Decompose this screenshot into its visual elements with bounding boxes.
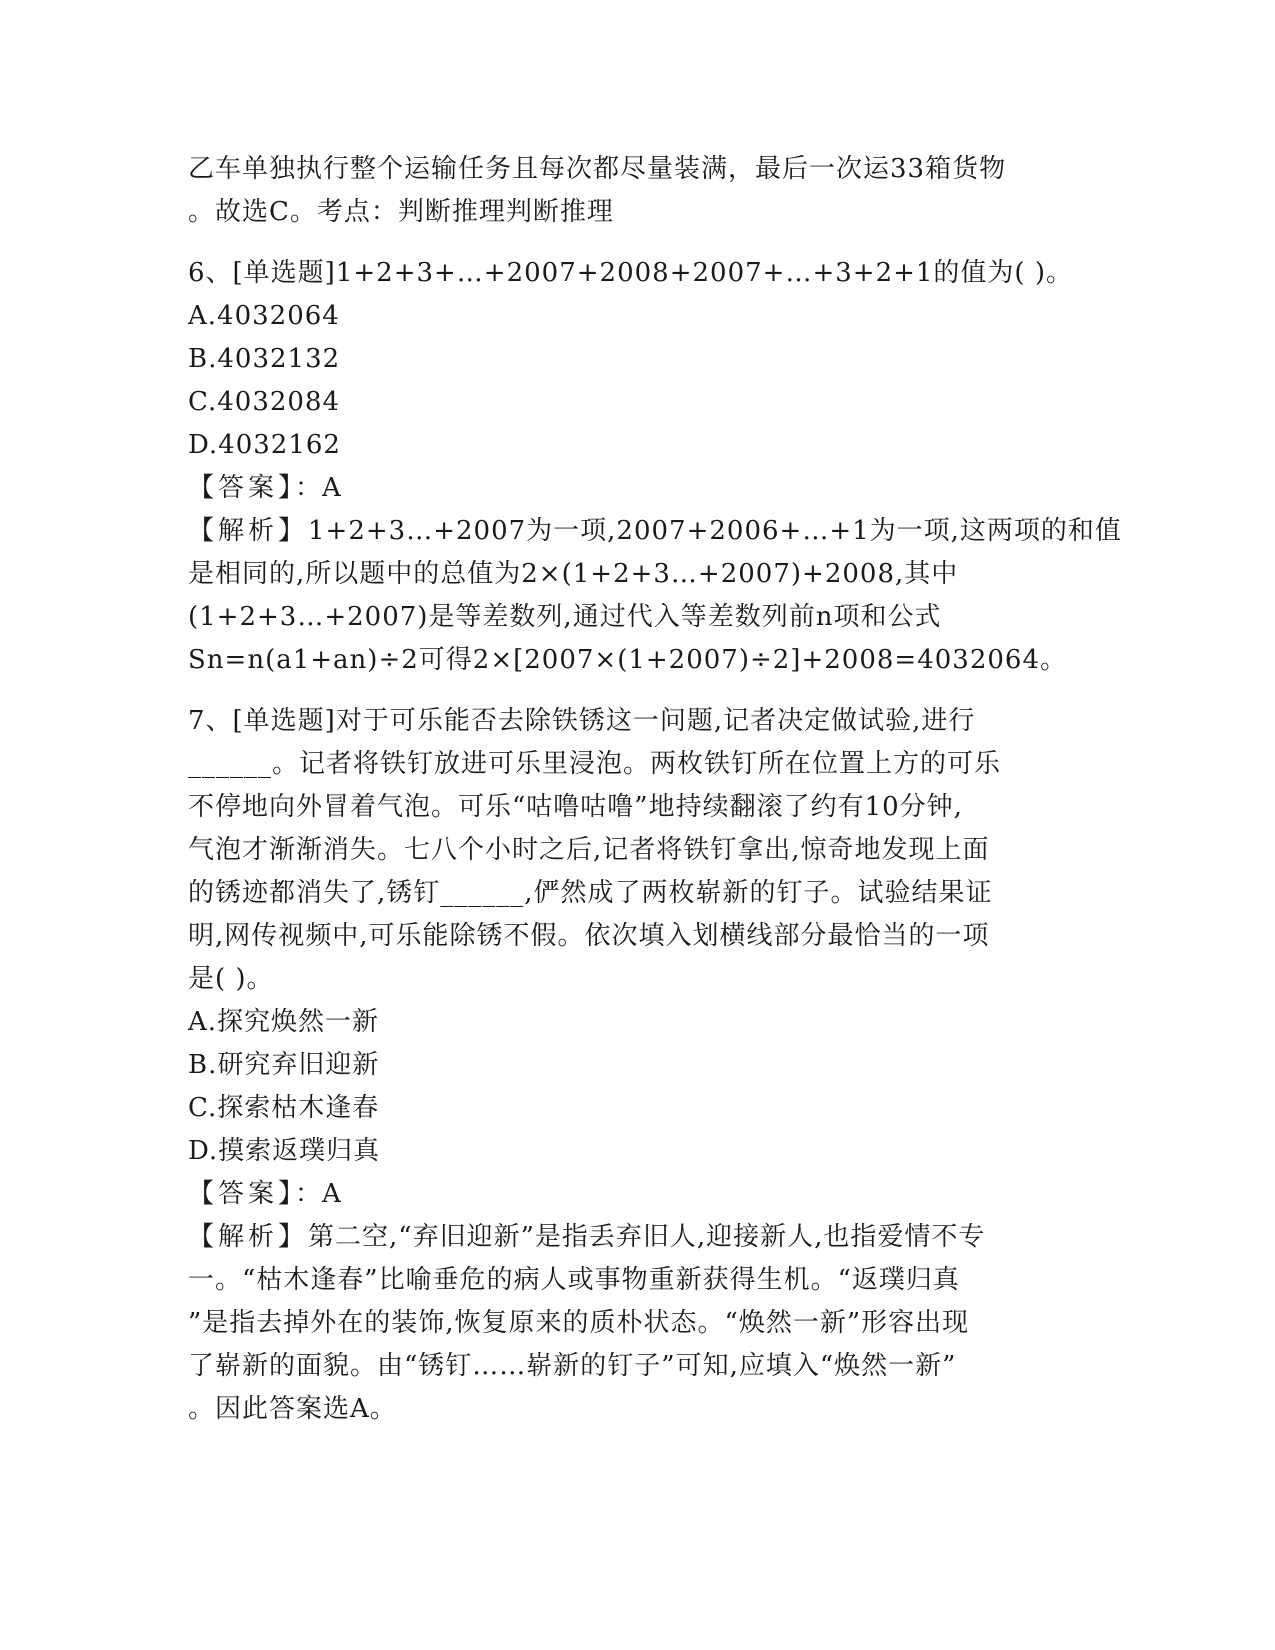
analysis-text: 。因此答案选A。 [188, 1394, 397, 1424]
analysis-text: Sn=n(a1+an)÷2可得2×[2007×(1+2007)÷2]+2008=4032064。 [188, 645, 1067, 675]
option-d: D.摸索返璞归真 [188, 1136, 381, 1166]
question-stem: 气泡才渐渐消失。七八个小时之后,记者将铁钉拿出,惊奇地发现上面 [188, 835, 990, 865]
analysis-text: ”是指去掉外在的装饰,恢复原来的质朴状态。“焕然一新”形容出现 [188, 1308, 970, 1338]
question-stem: 6、[单选题]1+2+3+…+2007+2008+2007+…+3+2+1的值为( )。 [188, 258, 1073, 288]
analysis-text: 是相同的,所以题中的总值为2×(1+2+3…+2007)+2008,其中 [188, 559, 959, 589]
analysis-label: 【解析】 [188, 516, 309, 546]
option-c: C.4032084 [188, 387, 341, 417]
option-a: A.4032064 [188, 301, 340, 331]
option-d: D.4032162 [188, 430, 341, 460]
analysis-text: 第二空,“弃旧迎新”是指丢弃旧人,迎接新人,也指爱情不专 [308, 1222, 986, 1252]
question-stem: 7、[单选题]对于可乐能否去除铁锈这一问题,记者决定做试验,进行 [188, 706, 976, 736]
analysis-line [188, 1216, 1088, 1259]
answer-value: ：A [295, 473, 342, 503]
analysis-text: (1+2+3…+2007)是等差数列,通过代入等差数列前n项和公式 [188, 602, 942, 632]
question-stem: 是( )。 [188, 964, 274, 994]
answer-label: 【答案】 [188, 473, 296, 503]
analysis-line [188, 510, 1122, 553]
question-stem: 明,网传视频中,可乐能除锈不假。依次填入划横线部分最恰当的一项 [188, 921, 990, 951]
answer-line [188, 1173, 1088, 1216]
option-b: B.4032132 [188, 344, 341, 374]
question-stem: 的锈迹都消失了,锈钉______,俨然成了两枚崭新的钉子。试验结果证 [188, 878, 993, 908]
text-line: 。故选C。考点：判断推理判断推理 [188, 197, 614, 227]
question-stem: 不停地向外冒着气泡。可乐“咕噜咕噜”地持续翻滚了约有10分钟, [188, 792, 963, 822]
previous-question-tail [188, 148, 1088, 234]
text-line: 乙车单独执行整个运输任务且每次都尽量装满，最后一次运33箱货物 [188, 154, 1007, 184]
analysis-text: 了崭新的面貌。由“锈钉……崭新的钉子”可知,应填入“焕然一新” [188, 1351, 957, 1381]
analysis-text: 一。“枯木逢春”比喻垂危的病人或事物重新获得生机。“返璞归真 [188, 1265, 960, 1295]
question-7 [188, 700, 1088, 1431]
question-6 [188, 252, 1122, 682]
document-page [188, 148, 1122, 1431]
option-c: C.探索枯木逢春 [188, 1093, 380, 1123]
analysis-text: 1+2+3…+2007为一项,2007+2006+…+1为一项,这两项的和值 [308, 516, 1122, 546]
option-b: B.研究弃旧迎新 [188, 1050, 380, 1080]
answer-value: ：A [295, 1179, 342, 1209]
answer-label: 【答案】 [188, 1179, 296, 1209]
answer-line [188, 467, 1088, 510]
option-a: A.探究焕然一新 [188, 1007, 380, 1037]
analysis-label: 【解析】 [188, 1222, 309, 1252]
question-stem: ______。记者将铁钉放进可乐里浸泡。两枚铁钉所在位置上方的可乐 [188, 749, 1002, 779]
